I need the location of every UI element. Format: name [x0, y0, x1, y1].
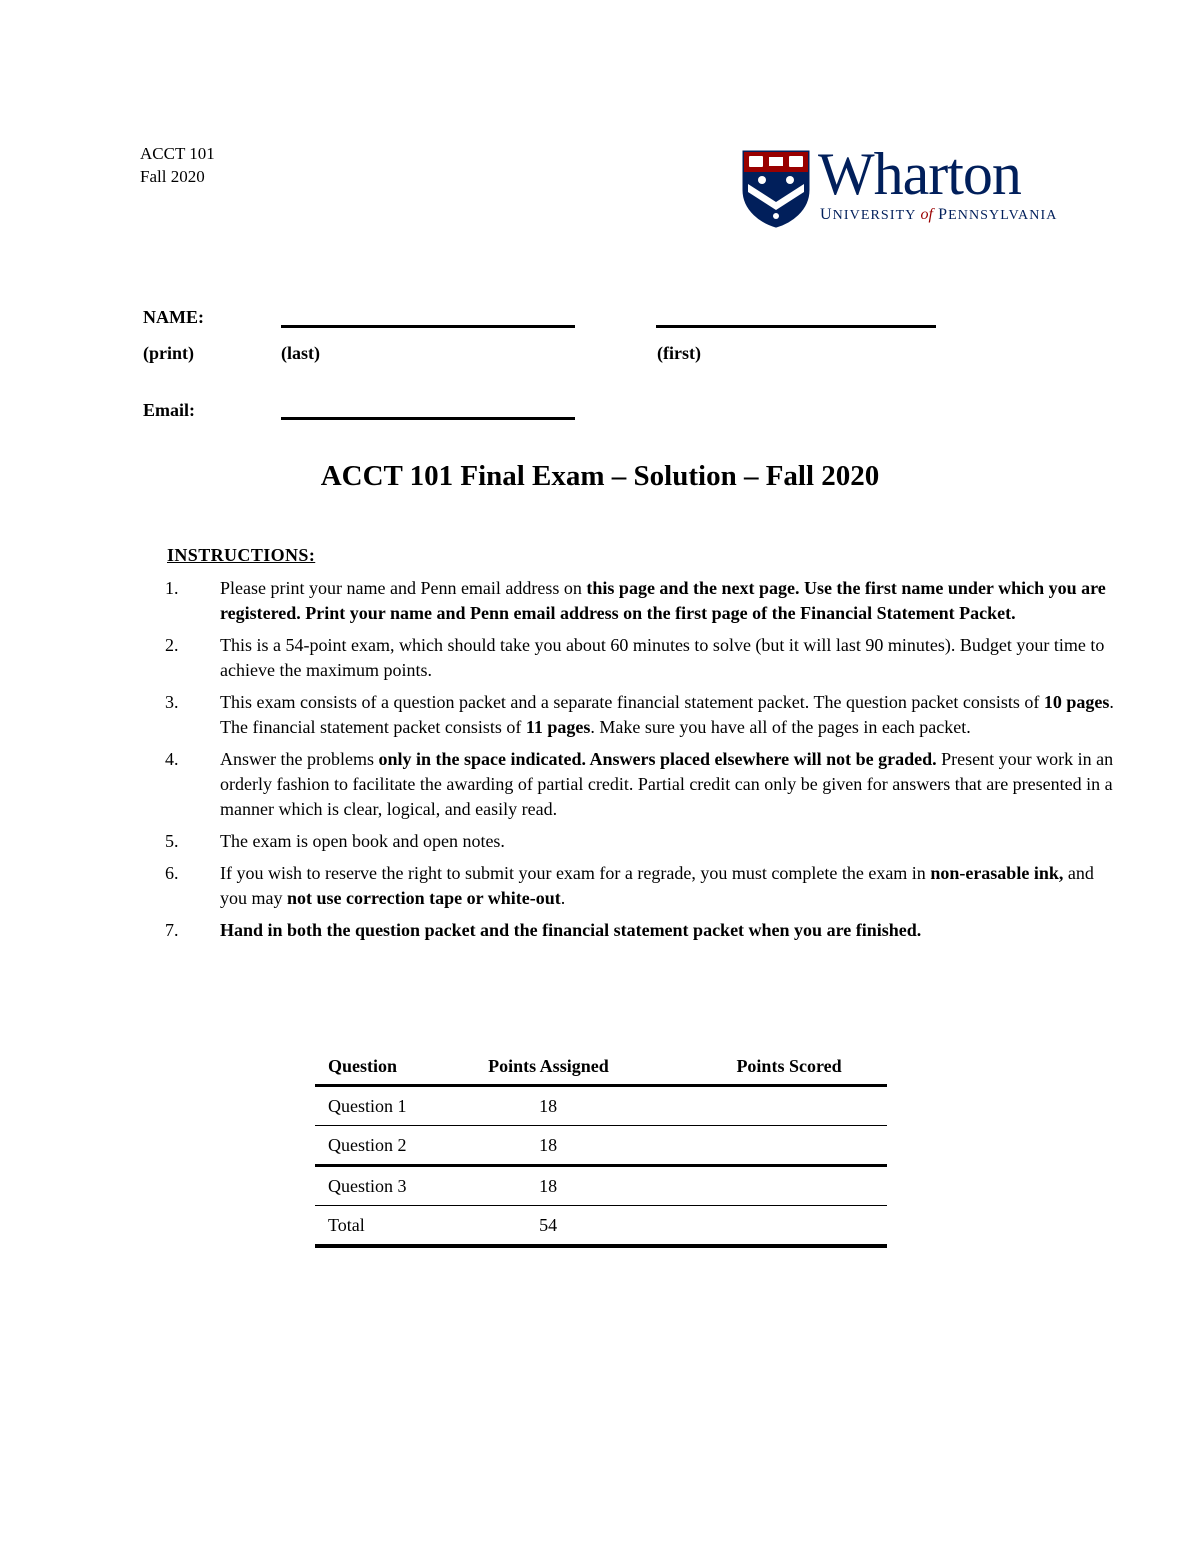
header-points-assigned: Points Assigned — [488, 1055, 609, 1076]
row-question: Question 3 — [328, 1175, 407, 1196]
instruction-text: . — [560, 888, 566, 908]
row-points-assigned: 18 — [539, 1095, 558, 1116]
instruction-text: This exam consists of a question packet and a separate financial statement packet. The question packet consists of — [220, 692, 1044, 712]
score-table-header — [315, 1048, 887, 1086]
course-code: ACCT 101 — [140, 144, 215, 163]
header-question: Question — [328, 1055, 398, 1076]
table-row — [315, 1126, 887, 1166]
row-points-scored[interactable] — [712, 1166, 887, 1206]
name-label: NAME: — [143, 307, 204, 327]
instruction-text: this page and the next page. Use the first name under which you are registered. Print your name and Penn email address on the first page of the Financial Statement Packet. — [220, 578, 1106, 623]
wharton-wordmark: Wharton — [818, 141, 1021, 207]
last-label: (last) — [281, 343, 320, 363]
instruction-item — [165, 747, 1125, 822]
instruction-number: 2. — [165, 635, 179, 655]
course-term: Fall 2020 — [140, 167, 205, 186]
first-name-line[interactable] — [656, 325, 936, 328]
table-row — [315, 1086, 887, 1126]
instruction-number: 4. — [165, 749, 179, 769]
instruction-text: Answer the problems — [220, 749, 379, 769]
row-points-scored[interactable] — [712, 1086, 887, 1126]
instruction-item — [165, 861, 1125, 911]
instruction-text: If you wish to reserve the right to submit your exam for a regrade, you must complete the exam in — [220, 863, 931, 883]
instruction-text: not use correction tape or white-out — [287, 888, 561, 908]
print-label: (print) — [143, 343, 194, 363]
email-label: Email: — [143, 400, 195, 420]
row-question: Question 1 — [328, 1095, 407, 1116]
row-question: Total — [328, 1214, 365, 1235]
instruction-text: The exam is open book and open notes. — [220, 831, 505, 851]
row-points-scored[interactable] — [712, 1206, 887, 1247]
last-name-line[interactable] — [281, 325, 575, 328]
email-line[interactable] — [281, 417, 575, 420]
instruction-text: Hand in both the question packet and the financial statement packet when you are finished. — [220, 920, 922, 940]
instruction-text: and you may — [220, 863, 1094, 908]
header-points-scored: Points Scored — [736, 1055, 842, 1076]
row-question: Question 2 — [328, 1134, 407, 1155]
score-table — [315, 1048, 887, 1248]
first-label: (first) — [657, 343, 701, 363]
instruction-text: only in the space indicated. Answers placed elsewhere will not be graded. — [378, 749, 937, 769]
instruction-number: 6. — [165, 863, 179, 883]
wharton-logo — [740, 141, 1070, 234]
instruction-text: 11 pages — [525, 717, 591, 737]
instruction-text: . The financial statement packet consists of — [220, 692, 1114, 737]
instruction-text: Please print your name and Penn email address on — [220, 578, 587, 598]
instructions-heading: INSTRUCTIONS: — [167, 545, 316, 565]
instruction-text: 10 pages — [1043, 692, 1110, 712]
penn-shield-icon — [742, 150, 810, 228]
instruction-item — [165, 576, 1125, 626]
instruction-item — [165, 918, 1125, 943]
page-title: ACCT 101 Final Exam – Solution – Fall 2020 — [320, 460, 880, 492]
university-wordmark: UNIVERSITY of PENNSYLVANIA — [820, 206, 1058, 223]
instruction-number: 7. — [165, 920, 179, 940]
instruction-item — [165, 829, 1125, 854]
instruction-text: This is a 54-point exam, which should take you about 60 minutes to solve (but it will last 90 minutes). Budget your time to achieve the maximum points. — [220, 635, 1105, 680]
instruction-item — [165, 633, 1125, 683]
instruction-number: 3. — [165, 692, 179, 712]
row-points-assigned: 18 — [539, 1134, 558, 1155]
instruction-text: Present your work in an orderly fashion to facilitate the awarding of partial credit. Partial credit can only be given for answers that are presented in a manner which is clear, logical, and easily read. — [220, 749, 1114, 819]
table-row — [315, 1166, 887, 1206]
instructions-list — [165, 576, 1125, 950]
row-points-scored[interactable] — [712, 1126, 887, 1166]
instruction-number: 1. — [165, 578, 179, 598]
instruction-text: . Make sure you have all of the pages in each packet. — [590, 717, 971, 737]
instruction-item — [165, 690, 1125, 740]
row-points-assigned: 18 — [539, 1175, 558, 1196]
instruction-text: non-erasable ink, — [930, 863, 1064, 883]
row-points-assigned: 54 — [539, 1214, 558, 1235]
instruction-number: 5. — [165, 831, 179, 851]
table-row-total — [315, 1206, 887, 1247]
